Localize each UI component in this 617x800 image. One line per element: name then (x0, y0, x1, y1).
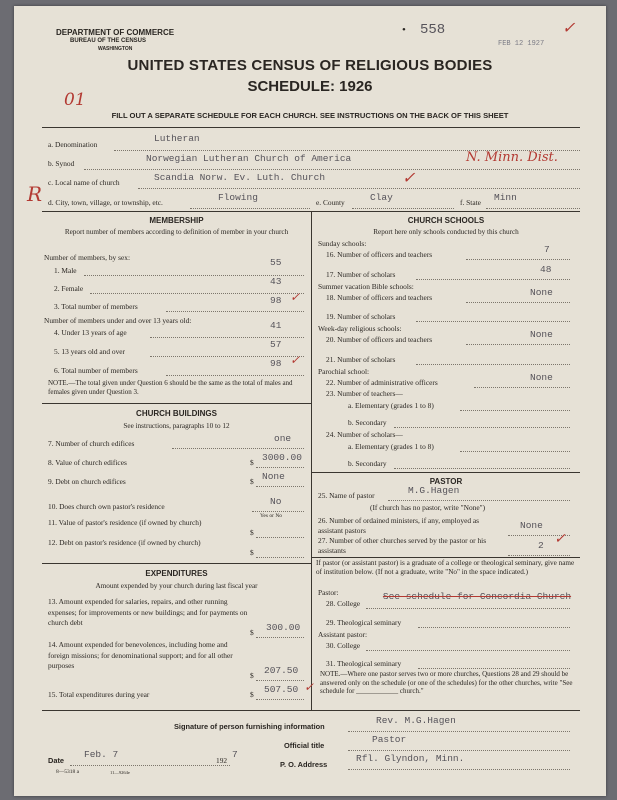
pastor-heading: Pastor: (318, 588, 339, 597)
q27-value: 2 (538, 540, 544, 551)
fill-line (252, 511, 304, 512)
fill-line (256, 537, 304, 538)
q8-label: 8. Value of church edifices (48, 458, 127, 467)
ink-checkmark: ✓ (304, 680, 315, 694)
q24-label: 24. Number of scholars— (326, 430, 403, 439)
q25-note: (If church has no pastor, write "None") (370, 503, 486, 512)
fill-line (416, 364, 570, 365)
ink-checkmark: ✓ (554, 531, 566, 547)
q1-value: 55 (270, 257, 282, 268)
q13-value: 300.00 (266, 622, 301, 633)
weekday-heading: Week-day religious schools: (318, 324, 402, 333)
q13-label: 13. Amount expended for salaries, repairs, and other running expenses; for improvements or new buildings; and for payments on church debt (48, 597, 248, 627)
year-digit: 7 (232, 749, 238, 760)
received-stamp: FEB 12 1927 (498, 40, 545, 48)
dollar-sign: $ (250, 528, 254, 537)
pastor-note: NOTE.—Where one pastor serves two or more churches, Questions 28 and 29 should be answered only on the schedule (or one of the schedules) for the other churches, write "See schedule for ____________ church." (320, 670, 573, 696)
q16-value: 7 (544, 244, 550, 255)
q17-label: 17. Number of scholars (326, 270, 396, 279)
fill-line (394, 427, 570, 428)
q22-label: 22. Number of administrative officers (326, 378, 438, 387)
q3-value: 98 (270, 295, 282, 306)
local-name-value: Scandia Norw. Ev. Luth. Church (154, 172, 326, 183)
q26-value: None (520, 520, 543, 531)
fill-line (366, 650, 570, 651)
fill-line (348, 750, 570, 751)
denomination-label: a. Denomination (48, 140, 98, 149)
ink-checkmark: ✓ (290, 290, 301, 304)
schools-subtitle: Report here only schools conducted by this church (373, 228, 519, 236)
form-subtitle: SCHEDULE: 1926 (247, 78, 373, 95)
po-address-value: Rfl. Glyndon, Minn. (356, 753, 465, 764)
q30-label: 30. College (326, 641, 361, 650)
q6-label: 6. Total number of members (54, 366, 138, 375)
county-value: Clay (370, 192, 393, 203)
fill-line (486, 208, 580, 209)
pastor-title: PASTOR (429, 477, 463, 486)
age-heading: Number of members under and over 13 years old: (44, 316, 192, 325)
q22-value: None (530, 372, 553, 383)
q19-label: 19. Number of scholars (326, 312, 396, 321)
local-name-label: c. Local name of church (48, 178, 120, 187)
state-label: f. State (460, 198, 481, 207)
fill-line (416, 279, 570, 280)
fill-line (466, 344, 570, 345)
q18-value: None (530, 287, 553, 298)
q2-value: 43 (270, 276, 282, 287)
denomination-value: Lutheran (154, 133, 200, 144)
q23-label: 23. Number of teachers— (326, 389, 403, 398)
city-value: Flowing (218, 192, 258, 203)
q6-value: 98 (270, 358, 282, 369)
q7-label: 7. Number of church edifices (48, 439, 135, 448)
q18-label: 18. Number of officers and teachers (326, 293, 433, 302)
fill-line (150, 337, 304, 338)
fill-line (150, 356, 304, 357)
schools-title: CHURCH SCHOOLS (407, 216, 485, 225)
q20-label: 20. Number of officers and teachers (326, 335, 433, 344)
date-label: Date (48, 756, 65, 765)
ink-checkmark: ✓ (290, 353, 301, 367)
expenditures-title: EXPENDITURES (145, 569, 208, 578)
q28-label: 28. College (326, 599, 361, 608)
serial-number: 558 (420, 22, 446, 38)
q26-label: 26. Number of ordained ministers, if any, employed as assistant pastors (318, 516, 480, 535)
q14-label: 14. Amount expended for benevolences, including home and foreign missions; for denominational support; and for all other purposes (48, 640, 233, 670)
q10-label: 10. Does church own pastor's residence (48, 502, 165, 511)
dollar-sign: $ (250, 477, 254, 486)
fill-line (366, 608, 570, 609)
section-divider (311, 472, 580, 473)
official-title-value: Pastor (372, 734, 407, 745)
po-address-label: P. O. Address (280, 760, 328, 769)
q14-value: 207.50 (264, 665, 299, 676)
synod-label: b. Synod (48, 159, 75, 168)
form-number: 8—5318 a (56, 769, 80, 775)
fill-line (416, 321, 570, 322)
dollar-sign: $ (250, 628, 254, 637)
fill-line (256, 557, 304, 558)
fill-line (256, 467, 304, 468)
q23a-label: a. Elementary (grades 1 to 8) (348, 401, 434, 410)
q9-label: 9. Debt on church edifices (48, 477, 126, 486)
date-value: Feb. 7 (84, 749, 119, 760)
fill-line (166, 375, 304, 376)
county-label: e. County (316, 198, 345, 207)
fill-line (388, 500, 570, 501)
dollar-sign: $ (250, 671, 254, 680)
q20-value: None (530, 329, 553, 340)
ink-checkmark: ✓ (562, 18, 576, 37)
q31-label: 31. Theological seminary (326, 659, 402, 668)
q24a-label: a. Elementary (grades 1 to 8) (348, 442, 434, 451)
ink-checkmark: ✓ (402, 168, 416, 187)
fill-line (166, 311, 304, 312)
fill-line (418, 627, 570, 628)
bureau-city: WASHINGTON (98, 46, 133, 52)
q27-label: 27. Number of other churches served by the pastor or his assistants (318, 536, 487, 555)
q8-value: 3000.00 (262, 452, 302, 463)
fill-line (508, 555, 570, 556)
fill-line (460, 410, 570, 411)
dollar-sign: $ (250, 690, 254, 699)
fill-line (172, 448, 304, 449)
yes-no-hint: Yes or No (260, 513, 283, 519)
sunday-heading: Sunday schools: (318, 239, 367, 248)
print-number: 11—9264e (110, 770, 130, 775)
q23b-label: b. Secondary (348, 418, 387, 427)
membership-intro: Report number of members according to definition of member in your church (64, 228, 289, 236)
assistant-heading: Assistant pastor: (318, 630, 368, 639)
q1-label: 1. Male (54, 266, 77, 275)
fill-line (256, 486, 304, 487)
q11-label: 11. Value of pastor's residence (if owned by church) (48, 518, 202, 527)
q21-label: 21. Number of scholars (326, 355, 396, 364)
fill-line (256, 680, 304, 681)
fill-line (352, 208, 454, 209)
fill-line (348, 731, 570, 732)
q5-value: 57 (270, 339, 282, 350)
by-sex-heading: Number of members, by sex: (44, 253, 130, 262)
q16-label: 16. Number of officers and teachers (326, 250, 433, 259)
q2-label: 2. Female (54, 284, 84, 293)
q3-label: 3. Total number of members (54, 302, 138, 311)
fill-line (466, 259, 570, 260)
form-instruction: FILL OUT A SEPARATE SCHEDULE FOR EACH CHURCH. SEE INSTRUCTIONS ON THE BACK OF THIS SHEET (111, 111, 509, 120)
q29-label: 29. Theological seminary (326, 618, 402, 627)
q25-value: M.G.Hagen (408, 485, 460, 496)
fill-line (84, 169, 580, 170)
ink-r-mark: R (27, 182, 43, 206)
q10-value: No (270, 496, 282, 507)
buildings-subtitle: See instructions, paragraphs 10 to 12 (123, 422, 230, 430)
q28-value: See schedule for Concordia Church (382, 591, 572, 602)
q4-value: 41 (270, 320, 282, 331)
section-divider (311, 557, 580, 558)
fill-line (256, 699, 304, 700)
q24b-label: b. Secondary (348, 459, 387, 468)
column-divider (311, 211, 312, 711)
section-divider (42, 403, 311, 404)
q15-value: 507.50 (264, 684, 299, 695)
dollar-sign: $ (250, 548, 254, 557)
department-name: DEPARTMENT OF COMMERCE (56, 28, 175, 37)
graduate-note: If pastor (or assistant pastor) is a graduate of a college or theological seminary, give name of institution below. (If not a graduate, write "No" in the space indicated.) (316, 559, 575, 576)
official-title-label: Official title (284, 741, 325, 750)
dollar-sign: $ (250, 458, 254, 467)
parochial-heading: Parochial school: (318, 367, 370, 376)
q12-label: 12. Debt on pastor's residence (if owned by church) (48, 538, 201, 547)
fill-line (348, 769, 570, 770)
summer-heading: Summer vacation Bible schools: (318, 282, 414, 291)
synod-ink-note: N. Minn. Dist. (466, 150, 558, 165)
signature-label: Signature of person furnishing information (174, 722, 325, 731)
fill-line (70, 765, 230, 766)
state-value: Minn (494, 192, 517, 203)
fill-line (460, 451, 570, 452)
fill-line (466, 302, 570, 303)
fill-line (256, 637, 304, 638)
year-prefix: 192 (216, 756, 228, 765)
expenditures-subtitle: Amount expended by your church during last fiscal year (95, 582, 258, 590)
form-title: UNITED STATES CENSUS OF RELIGIOUS BODIES (127, 57, 493, 74)
fill-line (474, 387, 570, 388)
fill-line (190, 208, 310, 209)
section-divider (42, 710, 580, 711)
city-label: d. City, town, village, or township, etc. (48, 198, 163, 207)
membership-note: NOTE.—The total given under Question 6 should be the same as the total of males and females given under Question 3. (48, 379, 293, 396)
fill-line (138, 188, 580, 189)
q7-value: one (274, 433, 292, 444)
q5-label: 5. 13 years old and over (54, 347, 126, 356)
synod-value: Norwegian Lutheran Church of America (146, 153, 352, 164)
ink-code: 01 (64, 90, 86, 110)
divider (42, 127, 580, 128)
q25-label: 25. Name of pastor (318, 491, 375, 500)
section-divider (42, 563, 311, 564)
membership-title: MEMBERSHIP (149, 216, 204, 225)
bureau-name: BUREAU OF THE CENSUS (70, 38, 147, 44)
census-schedule-sheet (14, 6, 606, 796)
fill-line (418, 668, 570, 669)
fill-line (394, 468, 570, 469)
signature-value: Rev. M.G.Hagen (376, 715, 456, 726)
q17-value: 48 (540, 264, 552, 275)
q9-value: None (262, 471, 285, 482)
fill-line (90, 293, 304, 294)
q15-label: 15. Total expenditures during year (48, 690, 150, 699)
buildings-title: CHURCH BUILDINGS (136, 409, 217, 418)
dot-mark: • (402, 24, 406, 36)
q4-label: 4. Under 13 years of age (54, 328, 127, 337)
